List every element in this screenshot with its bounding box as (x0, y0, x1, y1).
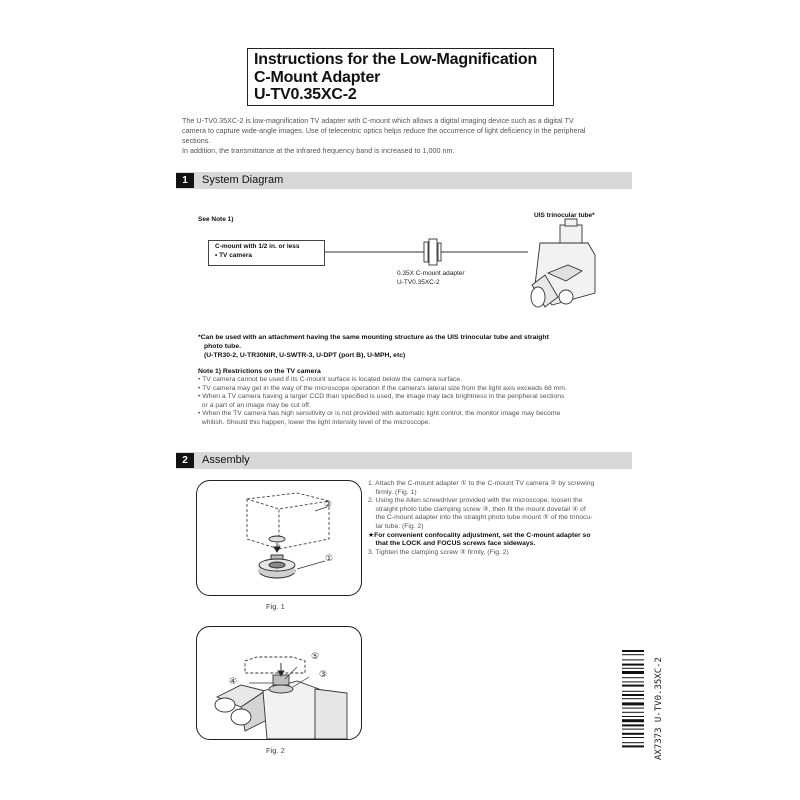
footnote-line-2: photo tube. (204, 343, 241, 350)
note1-line: • TV camera cannot be used if its C-mount surface is located below the camera surface. (198, 376, 463, 383)
barcode-bar (622, 729, 644, 730)
figure-1-drawing (197, 481, 361, 595)
fig1-callout-camera: ② (324, 499, 333, 509)
barcode-bar (622, 712, 644, 713)
note1-line: whitish. Should this happen, lower the light intensity level of the microscope. (198, 418, 431, 426)
barcode-bar (622, 708, 644, 709)
compatibility-footnote (198, 333, 638, 360)
barcode-bar (622, 719, 644, 722)
fig2-caption: Fig. 2 (266, 746, 285, 755)
barcode-bar (622, 716, 644, 717)
fig1-callout-adapter: ① (325, 553, 334, 563)
barcode-bar (622, 650, 644, 652)
assembly-step-line: lar tube. (Fig. 2) (368, 522, 424, 530)
adapter-icon (424, 239, 441, 265)
barcode-bar (622, 664, 644, 666)
assembly-step-line: straight photo tube clamping screw ③, then fit the mount dovetail ④ of (368, 505, 586, 513)
barcode-bar (622, 691, 644, 692)
title-line-1: Instructions for the Low-Magnification (254, 51, 538, 68)
intro-paragraph (182, 116, 652, 156)
barcode-bar (622, 724, 644, 726)
barcode-graphic (622, 650, 646, 770)
section2-number: 2 (176, 453, 194, 468)
fig2-callout-mount: ⑤ (311, 651, 320, 661)
intro-line-2: camera to capture wide-angle images. Use of telecentric optics helps reduce the occurrence of light deficiency in the peripheral (182, 126, 586, 135)
note1-block (198, 367, 638, 428)
barcode-bar (622, 742, 644, 743)
adapter-label (397, 270, 465, 287)
adapter-label-line-1: 0.35X C-mount adapter (397, 270, 465, 277)
barcode-bar (622, 694, 644, 696)
cmount-box-line-1: C-mount with 1/2 in. or less (215, 243, 300, 250)
figure-2 (196, 626, 362, 740)
assembly-step-line: firmly. (Fig. 1) (368, 488, 417, 496)
intro-line-4: In addition, the transmittance at the infrared frequency band is increased to 1,000 nm. (182, 146, 455, 155)
see-note-label: See Note 1) (198, 216, 234, 223)
note1-line: • When the TV camera has high sensitivity or is not provided with automatic light control, the monitor image may become (198, 410, 561, 418)
note1-heading: Note 1) Restrictions on the TV camera (198, 368, 321, 375)
figure-1 (196, 480, 362, 596)
note1-line: • When a TV camera having a larger CCD than specified is used, the image may lack brightness in the peripheral sections (198, 393, 565, 401)
note1-line: or a part of an image may be cut off. (198, 401, 311, 409)
barcode-bar (622, 737, 644, 738)
note1-line: • TV camera may get in the way of the microscope operation if the camera's lateral size from the light axis exceeds 68 mm. (198, 384, 567, 392)
cmount-adapter-icon (259, 507, 327, 578)
barcode-bar (622, 733, 644, 735)
intro-line-1: The U-TV0.35XC-2 is low-magnification TV adapter with C-mount which allows a digital imaging device such as a digital TV (182, 116, 574, 125)
assembly-step-line: 1. Attach the C-mount adapter ① to the C-mount TV camera ② by screwing (368, 480, 595, 487)
title-box (247, 48, 554, 106)
footnote-line-1: *Can be used with an attachment having the same mounting structure as the UIS trinocular tube and straight (198, 334, 549, 341)
barcode-bar (622, 654, 644, 655)
barcode-bar (622, 671, 644, 674)
barcode-text: AX7373 U-TV0.35XC-2 (654, 657, 664, 760)
assembly-step-line: ★For convenient confocality adjustment, set the C-mount adapter so (368, 531, 591, 539)
barcode-bar (622, 677, 644, 678)
assembly-steps (368, 480, 636, 557)
microscope-tube-icon (215, 657, 347, 739)
section1-title: System Diagram (202, 174, 284, 186)
assembly-step-line: that the LOCK and FOCUS screws face sideways. (368, 540, 536, 548)
fig1-caption: Fig. 1 (266, 602, 285, 611)
section2-title: Assembly (202, 454, 250, 466)
adapter-label-line-2: U-TV0.35XC-2 (397, 278, 440, 286)
cmount-camera-box (208, 240, 325, 266)
figure-2-drawing (197, 627, 361, 739)
assembly-step-line: 2. Using the Allen screwdriver provided with the microscope, loosen the (368, 497, 583, 505)
uis-tube-label: UIS trinocular tube* (534, 212, 595, 219)
barcode-bar (622, 702, 644, 705)
fig2-callout-screw: ③ (319, 669, 328, 679)
title-line-2: C-Mount Adapter (254, 68, 381, 86)
title-line-3: U-TV0.35XC-2 (254, 86, 357, 103)
barcode-bar (622, 685, 644, 687)
barcode-bar (622, 659, 644, 660)
assembly-step-line: the C-mount adapter into the straight photo tube mount ⑤ of the trinocu- (368, 514, 593, 522)
barcode-bar (622, 681, 644, 682)
intro-line-3: sections. (182, 136, 211, 145)
assembly-step-line: 3. Tighten the clamping screw ③ firmly. (Fig. 2) (368, 548, 509, 556)
barcode-bar (622, 668, 644, 669)
cmount-box-line-2: • TV camera (215, 251, 252, 259)
fig2-callout-dovetail: ④ (229, 676, 238, 686)
footnote-line-3: (U-TR30-2, U-TR30NIR, U-SWTR-3, U-DPT (port B), U-MPH, etc) (204, 352, 406, 359)
barcode-bar (622, 698, 644, 699)
tv-camera-icon (247, 493, 329, 549)
system-diagram-drawing (320, 215, 620, 325)
section1-number: 1 (176, 173, 194, 188)
trinocular-tube-icon (531, 219, 595, 307)
barcode-bar (622, 745, 644, 747)
